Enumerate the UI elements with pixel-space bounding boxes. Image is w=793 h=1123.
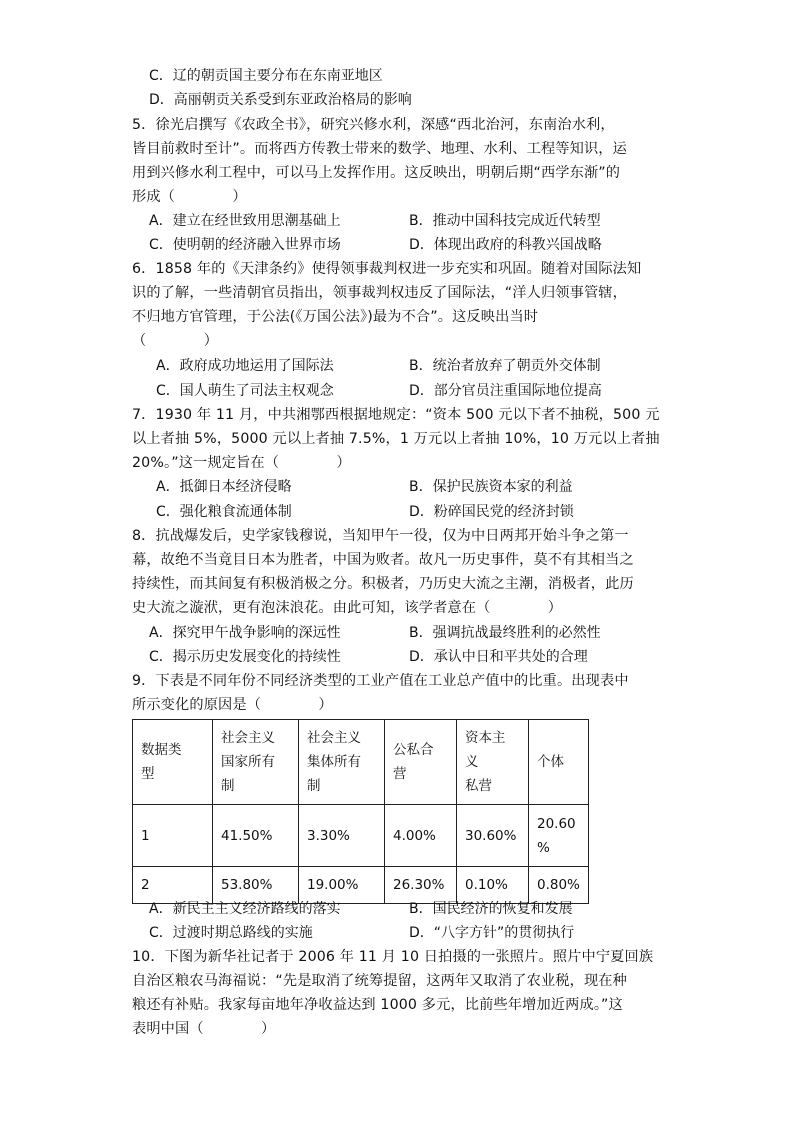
table-header-cell xyxy=(385,720,457,805)
q5-option-b: B．推动中国科技完成近代转型 xyxy=(409,213,601,229)
q9-option-d: D．“八字方针”的贯彻执行 xyxy=(409,925,575,941)
q6-option-d: D．部分官员注重国际地位提高 xyxy=(409,383,602,399)
header-line: 型 xyxy=(141,766,155,782)
cell-text: 19.00% xyxy=(307,877,359,893)
q5-stem-line-3: 用到兴修水利工程中，可以马上发挥作用。这反映出，明朝后期“西学东渐”的 xyxy=(132,165,621,181)
table-header-row xyxy=(133,720,589,805)
q9-option-b: B．国民经济的恢复和发展 xyxy=(409,901,573,917)
q5-option-a: A．建立在经世致用思潮基础上 xyxy=(149,213,341,229)
table-cell xyxy=(133,805,213,867)
cell-text: 1 xyxy=(141,827,150,844)
header-line: 个体 xyxy=(537,754,564,770)
header-line: 社会主义 xyxy=(221,730,275,746)
header-line: 制 xyxy=(307,778,321,794)
table-cell xyxy=(529,805,589,867)
q6-option-c: C．国人萌生了司法主权观念 xyxy=(156,383,334,399)
table-cell xyxy=(385,867,457,904)
cell-text: 0.10% xyxy=(465,877,508,893)
q9-option-c: C．过渡时期总路线的实施 xyxy=(149,925,313,941)
table-header-cell xyxy=(529,720,589,805)
table-cell xyxy=(299,867,385,904)
header-line: 社会主义 xyxy=(307,730,361,746)
cell-text: % xyxy=(537,839,550,856)
q6-stem-line-3: 不归地方官管理，于公法(《万国公法》)最为不合”。这反映出当时 xyxy=(132,309,539,325)
cell-text: 26.30% xyxy=(393,877,445,893)
q7-option-d: D．粉碎国民党的经济封锁 xyxy=(409,504,574,520)
q5-option-c: C．使明朝的经济融入世界市场 xyxy=(149,237,341,253)
q10-stem-line-4: 表明中国（ ） xyxy=(132,1021,276,1037)
table-cell xyxy=(457,867,529,904)
table-row xyxy=(133,805,589,867)
cell-text: 0.80% xyxy=(537,877,580,893)
q8-stem-line-4: 史大流之漩洑，更有泡沫浪花。由此可知，该学者意在（ ） xyxy=(132,600,563,616)
q6-option-a: A．政府成功地运用了国际法 xyxy=(156,358,334,374)
q5-stem-line-1: 5．徐光启撰写《农政全书》，研究兴修水利，深感“西北治河，东南治水利， xyxy=(132,117,615,133)
q10-stem-line-2: 自治区粮农马海福说：“先是取消了统筹提留，这两年又取消了农业税，现在种 xyxy=(132,973,627,989)
economy-share-table xyxy=(132,719,589,904)
q10-stem-line-1: 10．下图为新华社记者于 2006 年 11 月 10 日拍摄的一张照片。照片中宁夏回族 xyxy=(132,949,654,965)
table-cell xyxy=(213,867,299,904)
header-line: 公私合 xyxy=(393,742,434,758)
q9-stem-line-1: 9．下表是不同年份不同经济类型的工业产值在工业总产值中的比重。出现表中 xyxy=(132,673,629,689)
table-cell xyxy=(457,805,529,867)
q6-option-b: B．统治者放弃了朝贡外交体制 xyxy=(409,358,601,374)
cell-text: 3.30% xyxy=(307,827,350,844)
header-line: 义 xyxy=(465,754,479,770)
header-line: 数据类 xyxy=(141,742,182,758)
q4-option-d: D．高丽朝贡关系受到东亚政治格局的影响 xyxy=(149,92,412,108)
q5-stem-line-4: 形成（ ） xyxy=(132,189,247,205)
q7-option-b: B．保护民族资本家的利益 xyxy=(409,479,573,495)
q8-option-b: B．强调抗战最终胜利的必然性 xyxy=(409,625,601,641)
q5-option-d: D．体现出政府的科教兴国战略 xyxy=(409,237,602,253)
header-line: 资本主 xyxy=(465,730,506,746)
q8-stem-line-1: 8．抗战爆发后，史学家钱穆说，当知甲午一役，仅为中日两邦开始斗争之第一 xyxy=(132,528,629,544)
table-header-cell xyxy=(299,720,385,805)
q7-option-c: C．强化粮食流通体制 xyxy=(156,504,292,520)
q8-option-c: C．揭示历史发展变化的持续性 xyxy=(149,649,341,665)
header-line: 集体所有 xyxy=(307,754,361,770)
q7-stem-line-1: 7．1930 年 11 月，中共湘鄂西根据地规定：“资本 500 元以下者不抽税，500 元 xyxy=(132,407,660,423)
q6-stem-line-2: 识的了解，一些清朝官员指出，领事裁判权违反了国际法，“洋人归领事管辖， xyxy=(132,285,627,301)
table-header-cell xyxy=(133,720,213,805)
q6-stem-line-4: （ ） xyxy=(132,333,219,349)
q8-stem-line-2: 幕，故绝不当竟目日本为胜者，中国为败者。故凡一历史事件，莫不有其相当之 xyxy=(132,552,634,568)
header-line: 私营 xyxy=(465,778,492,794)
header-line: 制 xyxy=(221,778,235,794)
q9-stem-line-2: 所示变化的原因是（ ） xyxy=(132,697,333,713)
cell-text: 2 xyxy=(141,877,150,893)
table-cell xyxy=(299,805,385,867)
q5-stem-line-2: 皆目前救时至计”。而将西方传教士带来的数学、地理、水利、工程等知识，运 xyxy=(132,141,627,157)
q7-option-a: A．抵御日本经济侵略 xyxy=(156,479,292,495)
q8-option-d: D．承认中日和平共处的合理 xyxy=(409,649,588,665)
cell-text: 4.00% xyxy=(393,827,436,844)
q6-stem-line-1: 6．1858 年的《天津条约》使得领事裁判权进一步充实和巩固。随着对国际法知 xyxy=(132,261,642,277)
table-cell xyxy=(385,805,457,867)
cell-text: 30.60% xyxy=(465,827,517,844)
q7-stem-line-2: 以上者抽 5%，5000 元以上者抽 7.5%，1 万元以上者抽 10%，10 万元以上者抽 xyxy=(132,431,660,447)
q7-stem-line-3: 20%。”这一规定旨在（ ） xyxy=(132,455,351,471)
table-cell xyxy=(213,805,299,867)
header-line: 营 xyxy=(393,766,407,782)
table-cell xyxy=(529,867,589,904)
header-line: 国家所有 xyxy=(221,754,275,770)
table-header-cell xyxy=(213,720,299,805)
cell-text: 20.60 xyxy=(537,815,576,832)
table-cell xyxy=(133,867,213,904)
cell-text: 41.50% xyxy=(221,827,273,844)
cell-text: 53.80% xyxy=(221,877,273,893)
q9-option-a: A．新民主主义经济路线的落实 xyxy=(149,901,341,917)
q4-option-c: C．辽的朝贡国主要分布在东南亚地区 xyxy=(149,68,383,84)
table-header-cell xyxy=(457,720,529,805)
q10-stem-line-3: 粮还有补贴。我家每亩地年净收益达到 1000 多元，比前些年增加近两成。”这 xyxy=(132,997,623,1013)
table-row xyxy=(133,867,589,904)
q8-stem-line-3: 持续性，而其间复有积极消极之分。积极者，乃历史大流之主潮，消极者，此历 xyxy=(132,576,634,592)
q8-option-a: A．探究甲午战争影响的深远性 xyxy=(149,625,341,641)
